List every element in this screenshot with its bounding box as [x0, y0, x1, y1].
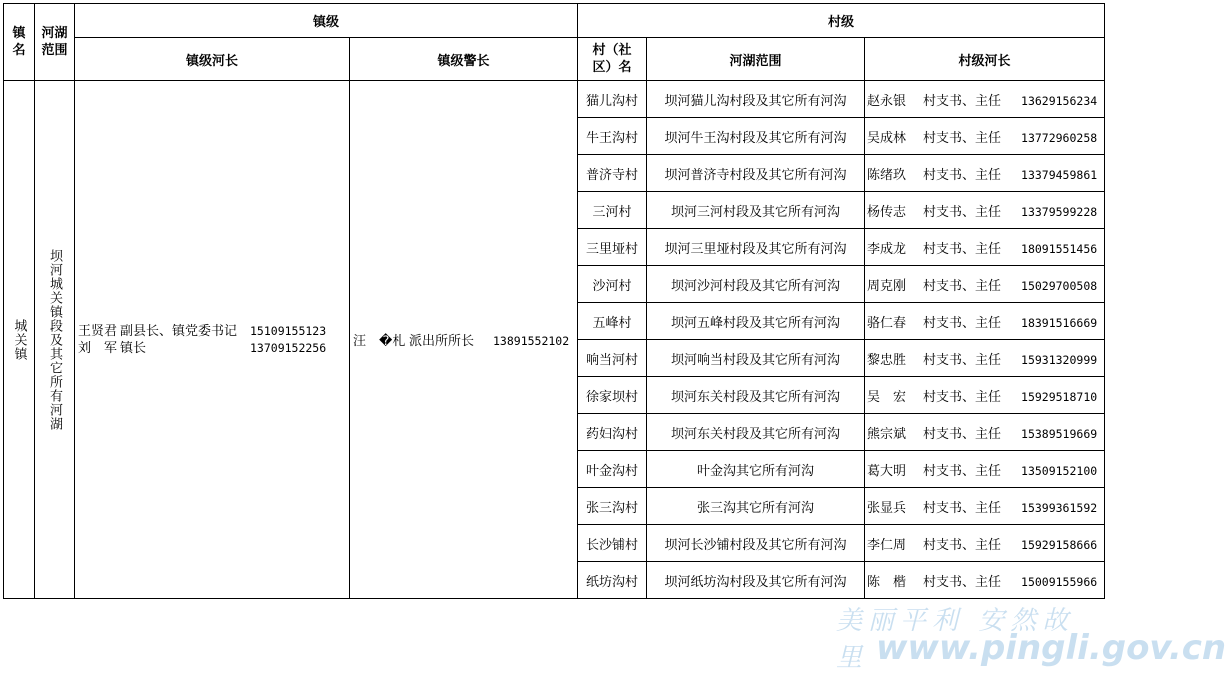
- police-name: 汪 �札: [353, 334, 406, 349]
- village-name: 五峰村: [578, 303, 647, 340]
- village-chief: 陈绪玖 村支书、主任 13379459861: [865, 155, 1105, 192]
- village-chief: 李成龙 村支书、主任 18091551456: [865, 229, 1105, 266]
- village-name: 三里垭村: [578, 229, 647, 266]
- village-scope: 坝河三里垭村段及其它所有河沟: [647, 229, 865, 266]
- village-name: 猫儿沟村: [578, 81, 647, 118]
- village-scope: 坝河牛王沟村段及其它所有河沟: [647, 118, 865, 155]
- header-village-level: 村级: [578, 4, 1105, 38]
- police-role: 派出所所长: [409, 334, 475, 349]
- village-scope: 坝河五峰村段及其它所有河沟: [647, 303, 865, 340]
- village-name: 徐家坝村: [578, 377, 647, 414]
- header-village-chief: 村级河长: [865, 38, 1105, 81]
- village-scope: 坝河纸坊沟村段及其它所有河沟: [647, 562, 865, 599]
- village-chief: 周克刚 村支书、主任 15029700508: [865, 266, 1105, 303]
- village-scope: 叶金沟其它所有河沟: [647, 451, 865, 488]
- header-town-chief: 镇级河长: [75, 38, 350, 81]
- village-name: 叶金沟村: [578, 451, 647, 488]
- village-chief: 陈 楷 村支书、主任 15009155966: [865, 562, 1105, 599]
- header-scope: 河湖范围: [35, 4, 75, 81]
- river-chief-table: [3, 3, 1105, 599]
- header-town-name: 镇名: [4, 4, 35, 81]
- village-name: 牛王沟村: [578, 118, 647, 155]
- village-name: 普济寺村: [578, 155, 647, 192]
- town-name-cell: [4, 81, 35, 599]
- police-phone: 13891552102: [493, 334, 570, 348]
- village-chief: 赵永银 村支书、主任 13629156234: [865, 81, 1105, 118]
- watermark-url: www.pingli.gov.cn: [876, 628, 1226, 668]
- header-town-police: 镇级警长: [350, 38, 578, 81]
- village-scope: 坝河猫儿沟村段及其它所有河沟: [647, 81, 865, 118]
- village-name: 沙河村: [578, 266, 647, 303]
- village-scope: 坝河东关村段及其它所有河沟: [647, 414, 865, 451]
- town-scope-cell: [35, 81, 75, 599]
- village-name: 纸坊沟村: [578, 562, 647, 599]
- village-chief: 吴 宏 村支书、主任 15929518710: [865, 377, 1105, 414]
- header-village-scope: 河湖范围: [647, 38, 865, 81]
- town-scope: 坝河城关镇段及其它所有河湖: [47, 248, 62, 431]
- village-scope: 坝河长沙铺村段及其它所有河沟: [647, 525, 865, 562]
- village-chief: 黎忠胜 村支书、主任 15931320999: [865, 340, 1105, 377]
- village-chief: 吴成林 村支书、主任 13772960258: [865, 118, 1105, 155]
- village-chief: 张显兵 村支书、主任 15399361592: [865, 488, 1105, 525]
- village-scope: 坝河普济寺村段及其它所有河沟: [647, 155, 865, 192]
- village-scope: 坝河沙河村段及其它所有河沟: [647, 266, 865, 303]
- village-name: 张三沟村: [578, 488, 647, 525]
- header-town-level: 镇级: [75, 4, 578, 38]
- village-chief: 骆仁春 村支书、主任 18391516669: [865, 303, 1105, 340]
- village-name: 长沙铺村: [578, 525, 647, 562]
- village-name: 三河村: [578, 192, 647, 229]
- town-name: 城关镇: [11, 318, 27, 361]
- town-police-cell: [350, 81, 578, 599]
- village-chief: 杨传志 村支书、主任 13379599228: [865, 192, 1105, 229]
- town-chief-cell: [75, 81, 350, 599]
- village-scope: 坝河响当村段及其它所有河沟: [647, 340, 865, 377]
- village-scope: 坝河三河村段及其它所有河沟: [647, 192, 865, 229]
- village-chief: 熊宗斌 村支书、主任 15389519669: [865, 414, 1105, 451]
- town-chief-entry: 刘 军 镇长 13709152256: [78, 340, 327, 356]
- village-name: 药妇沟村: [578, 414, 647, 451]
- village-name: 响当河村: [578, 340, 647, 377]
- village-chief: 葛大明 村支书、主任 13509152100: [865, 451, 1105, 488]
- village-chief: 李仁周 村支书、主任 15929158666: [865, 525, 1105, 562]
- header-village-name: 村（社区）名: [578, 38, 647, 81]
- town-chief-entry: 王贤君 副县长、镇党委书记 15109155123: [78, 323, 327, 339]
- village-scope: 张三沟其它所有河沟: [647, 488, 865, 525]
- village-scope: 坝河东关村段及其它所有河沟: [647, 377, 865, 414]
- watermark-slogan: 美丽平利 安然故里: [836, 606, 1075, 673]
